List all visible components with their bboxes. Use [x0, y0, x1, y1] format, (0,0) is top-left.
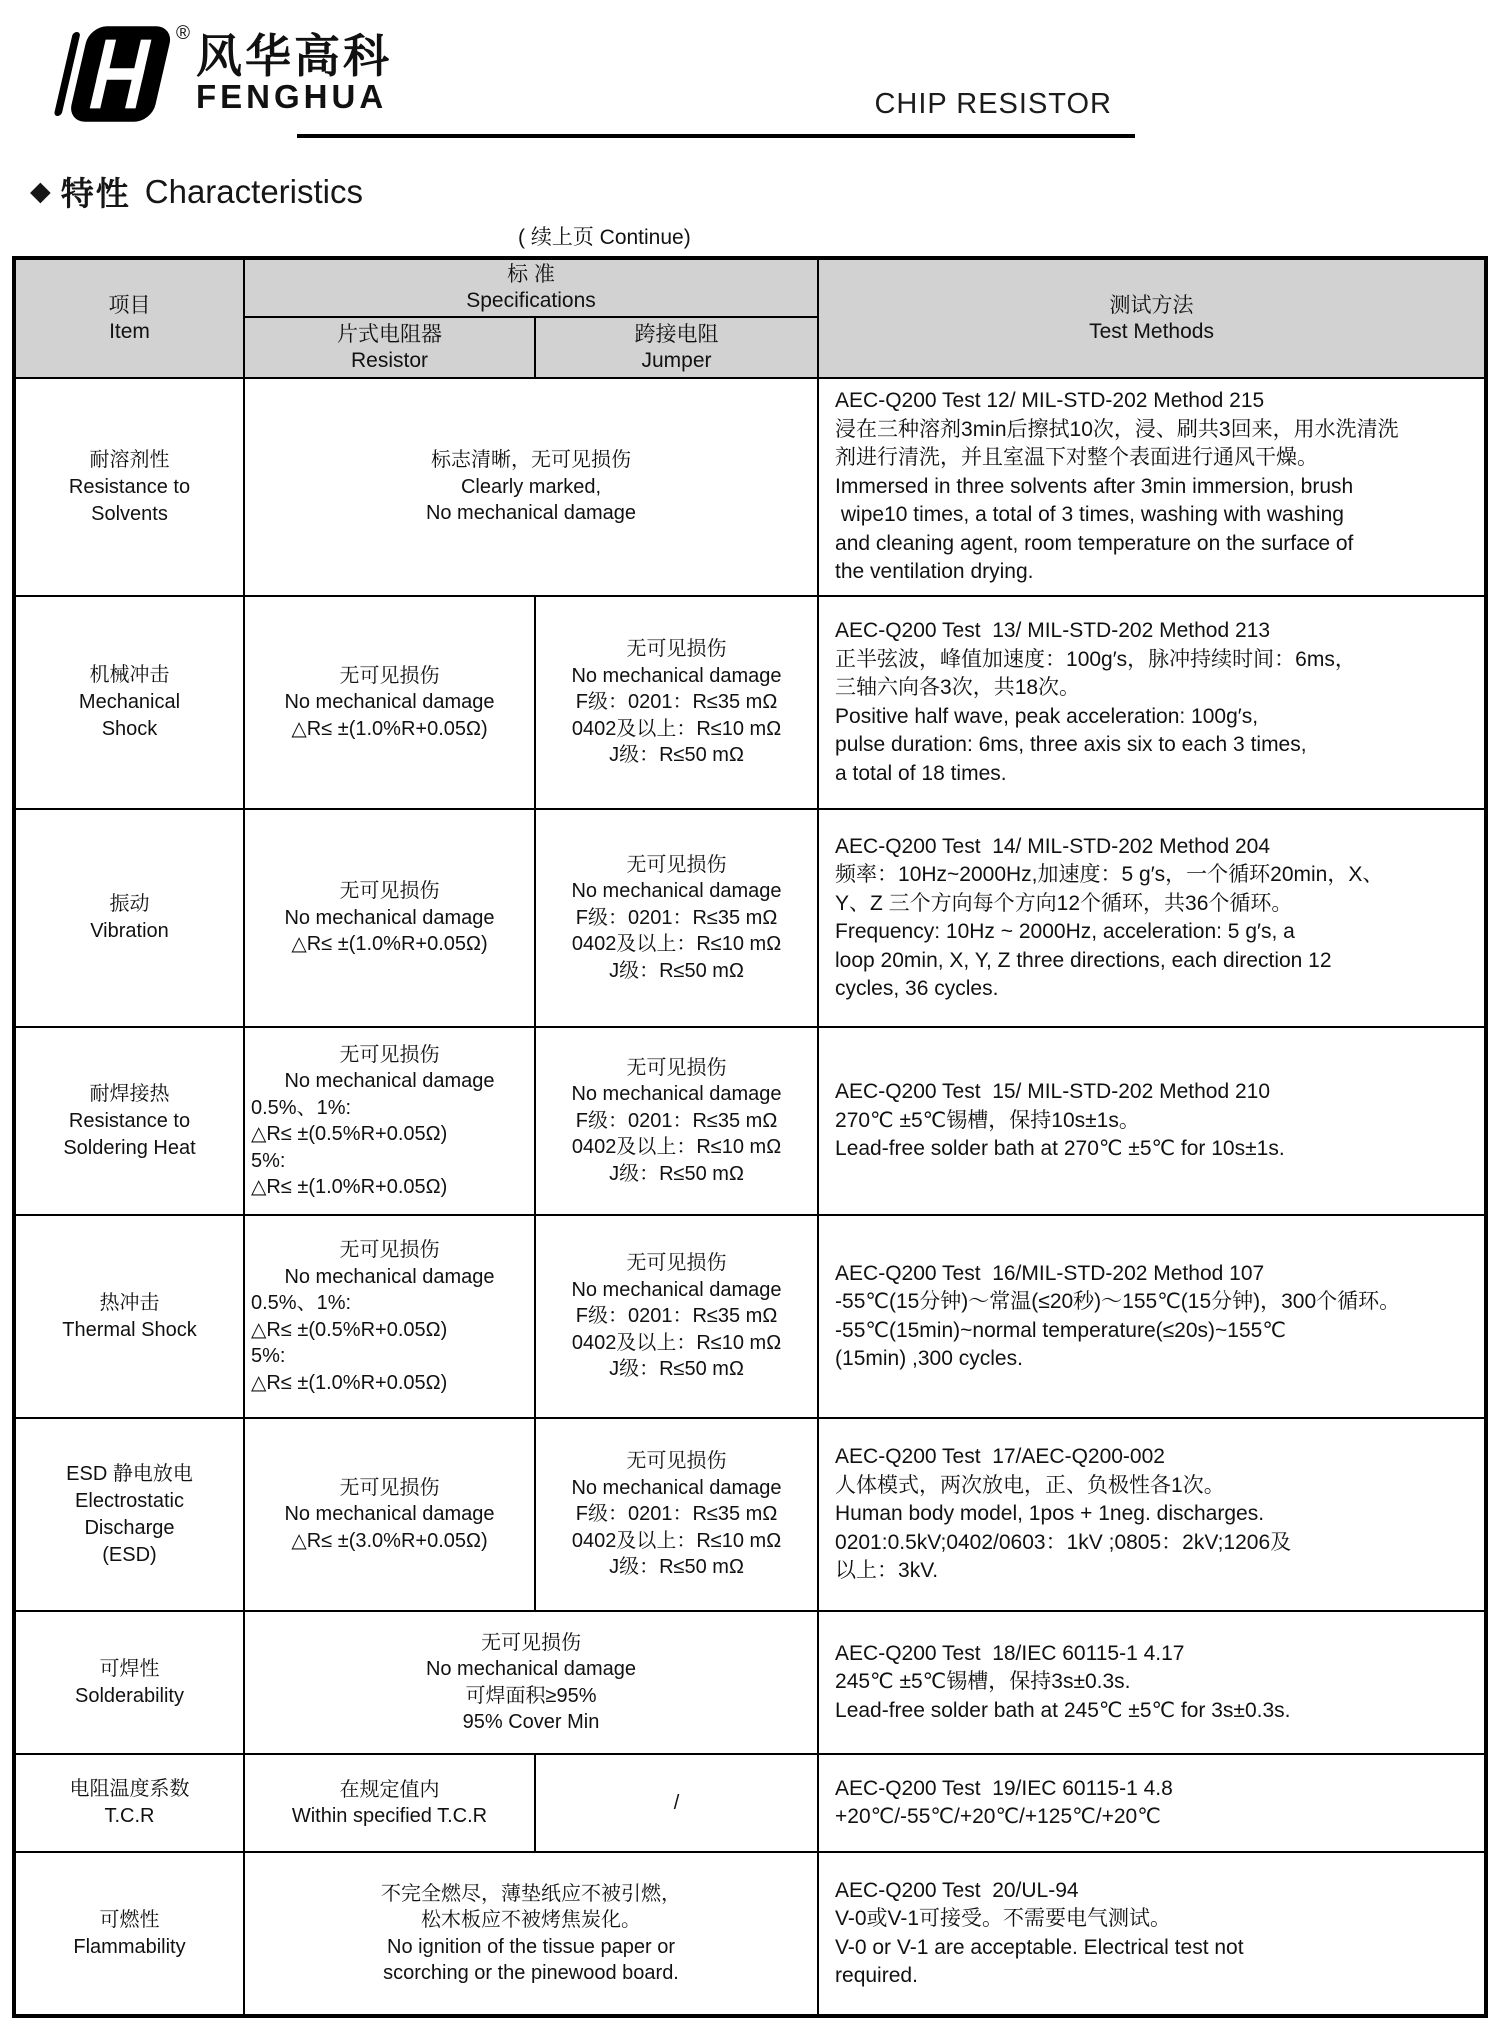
text-line: AEC-Q200 Test 15/ MIL-STD-202 Method 210 [835, 1080, 1271, 1104]
text-line: 耐焊接热 [89, 1082, 170, 1105]
text-line: 0402及以上：R≤10 mΩ [571, 1331, 782, 1354]
item-cell-soldering-heat [14, 1027, 244, 1215]
section-title [30, 168, 1496, 215]
text-line: Electrostatic [75, 1489, 184, 1512]
jumper-spec-cell-soldering-heat [535, 1027, 818, 1215]
page-header [0, 0, 1496, 152]
text-line: V-0或V-1可接受。不需要电气测试。 [835, 1907, 1172, 1930]
item-cell-thermal-shock [14, 1215, 244, 1418]
text-line: AEC-Q200 Test 17/AEC-Q200-002 [835, 1445, 1165, 1469]
text-line: Mechanical [78, 691, 181, 713]
text-line: No mechanical damage [571, 1083, 782, 1106]
text-line: wipe10 times, a total of 3 times, washing with washing [835, 503, 1344, 527]
text-line: Resistance to [68, 475, 191, 498]
text-line: Lead-free solder bath at 270℃ ±5℃ for 10s±1s. [835, 1137, 1285, 1161]
text-line: No mechanical damage [425, 502, 637, 525]
text-line: Frequency: 10Hz ~ 2000Hz, acceleration: 5 g′s, a [835, 920, 1295, 943]
text-line: 不完全燃尽，薄垫纸应不被引燃， [381, 1882, 681, 1905]
text-line: 可焊性 [99, 1657, 160, 1680]
text-line: AEC-Q200 Test 20/UL-94 [835, 1878, 1079, 1902]
diamond-icon: ◆ [30, 176, 51, 206]
text-line: 无可见损伤 [626, 1056, 727, 1079]
text-line: J级：R≤50 mΩ [609, 744, 744, 767]
test-methods-cell-vibration [818, 809, 1486, 1027]
column-header-jumper [535, 317, 818, 378]
item-cell-tcr [14, 1754, 244, 1852]
text-line: J级：R≤50 mΩ [609, 1162, 744, 1185]
text-line: V-0 or V-1 are acceptable. Electrical test not [835, 1935, 1244, 1959]
text-line: 跨接电阻 [634, 322, 719, 346]
test-methods-cell-flammability [818, 1852, 1486, 2016]
test-methods-cell-solderability [818, 1611, 1486, 1754]
text-line: 无可见损伤 [339, 1043, 440, 1066]
column-header-resistor [244, 317, 535, 378]
table-header [14, 258, 1486, 378]
text-line: a total of 18 times. [835, 761, 1007, 785]
text-line: No mechanical damage [571, 1278, 782, 1301]
text-line: 振动 [109, 893, 150, 915]
text-line: Item [109, 319, 150, 343]
text-line: and cleaning agent, room temperature on the surface of [835, 531, 1354, 555]
text-line: 无可见损伤 [626, 853, 727, 876]
resistor-spec-cell-vibration [244, 809, 535, 1027]
text-line: No ignition of the tissue paper or [387, 1935, 675, 1958]
table-row-esd [14, 1418, 1486, 1611]
item-cell-vibration [14, 809, 244, 1027]
text-line: No mechanical damage [284, 691, 495, 714]
text-line: Clearly marked, [460, 475, 602, 498]
text-line: 项目 [108, 293, 151, 317]
page-title: CHIP RESISTOR [874, 88, 1112, 120]
text-line: AEC-Q200 Test 13/ MIL-STD-202 Method 213 [835, 619, 1271, 642]
text-line: required. [835, 1964, 918, 1987]
text-line: 0201:0.5kV;0402/0603：1kV ;0805：2kV;1206及 [835, 1530, 1292, 1554]
resistor-spec-cell-soldering-heat [244, 1027, 535, 1215]
text-line: Lead-free solder bath at 245℃ ±5℃ for 3s±0.3s. [835, 1698, 1291, 1722]
brand-name [196, 32, 392, 115]
text-line: the ventilation drying. [835, 560, 1034, 584]
text-line: 无可见损伤 [481, 1631, 581, 1654]
text-line: F级：0201：R≤35 mΩ [575, 906, 778, 929]
text-line: △R≤ ±(1.0%R+0.05Ω) [251, 1176, 448, 1198]
registered-mark: ® [176, 23, 190, 44]
text-line: Vibration [90, 920, 169, 942]
item-cell-esd [14, 1418, 244, 1611]
text-line: 5%: [251, 1345, 286, 1367]
text-line: 0.5%、1%: [251, 1292, 352, 1314]
jumper-spec-cell-vibration [535, 809, 818, 1027]
text-line: 0402及以上：R≤10 mΩ [571, 933, 782, 956]
item-cell-flammability [14, 1852, 244, 2016]
item-cell-solvents [14, 378, 244, 596]
brand-name-en: FENGHUA [196, 78, 388, 116]
table-body [14, 378, 1486, 2016]
characteristics-table [12, 256, 1488, 2018]
merged-spec-cell-solvents [244, 378, 818, 596]
text-line: 正半弦波，峰值加速度：100g′s，脉冲持续时间：6ms， [835, 647, 1356, 671]
text-line: 无可见损伤 [626, 1450, 727, 1473]
text-line: AEC-Q200 Test 19/IEC 60115-1 4.8 [835, 1776, 1173, 1800]
text-line: 95% Cover Min [462, 1711, 600, 1733]
text-line: scorching or the pinewood board. [383, 1962, 679, 1984]
text-line: 无可见损伤 [339, 880, 440, 903]
text-line: AEC-Q200 Test 18/IEC 60115-1 4.17 [835, 1641, 1185, 1665]
text-line: Test Methods [1089, 319, 1214, 343]
text-line: +20℃/-55℃/+20℃/+125℃/+20℃ [835, 1805, 1161, 1828]
text-line: AEC-Q200 Test 16/MIL-STD-202 Method 107 [835, 1261, 1265, 1285]
text-line: / [673, 1791, 680, 1814]
text-line: 标 准 [507, 263, 555, 286]
text-line: 270℃ ±5℃锡槽，保持10s±1s。 [835, 1108, 1140, 1132]
text-line: 热冲击 [99, 1291, 160, 1314]
table-row-solderability [14, 1611, 1486, 1754]
table-row-thermal-shock [14, 1215, 1486, 1418]
text-line: (ESD) [102, 1543, 157, 1566]
text-line: 三轴六向各3次，共18次。 [835, 676, 1081, 699]
text-line: loop 20min, X, Y, Z three directions, each direction 12 [835, 948, 1332, 972]
text-line: -55℃(15分钟)～常温(≤20秒)～155℃(15分钟)，300个循环。 [835, 1290, 1401, 1313]
item-cell-mechanical-shock [14, 596, 244, 809]
text-line: △R≤ ±(1.0%R+0.05Ω) [291, 717, 488, 740]
fenghua-logo-icon [50, 22, 174, 126]
text-line: 机械冲击 [89, 664, 170, 686]
text-line: 无可见损伤 [339, 1476, 440, 1499]
text-line: Shock [101, 718, 158, 740]
text-line: 以上：3kV. [835, 1559, 939, 1583]
text-line: Immersed in three solvents after 3min immersion, brush [835, 474, 1354, 498]
text-line: Resistance to [68, 1109, 191, 1132]
text-line: 频率：10Hz~2000Hz,加速度：5 g′s，一个循环20min，X、 [835, 863, 1384, 886]
text-line: △R≤ ±(3.0%R+0.05Ω) [291, 1529, 488, 1552]
table-row-mechanical-shock [14, 596, 1486, 809]
text-line: AEC-Q200 Test 12/ MIL-STD-202 Method 215 [835, 389, 1265, 413]
text-line: No mechanical damage [571, 664, 782, 687]
text-line: Flammability [73, 1935, 186, 1958]
header-divider [297, 134, 1135, 138]
jumper-spec-cell-mechanical-shock [535, 596, 818, 809]
table-row-flammability [14, 1852, 1486, 2016]
text-line: Jumper [641, 348, 712, 372]
text-line: 无可见损伤 [339, 1239, 440, 1261]
text-line: 标志清晰，无可见损伤 [431, 449, 631, 472]
text-line: 0402及以上：R≤10 mΩ [571, 717, 782, 740]
text-line: 可燃性 [99, 1908, 160, 1931]
section-title-en: Characteristics [144, 172, 363, 210]
text-line: Y、Z 三个方向每个方向12个循环，共36个循环。 [835, 891, 1293, 915]
jumper-spec-cell-tcr [535, 1754, 818, 1852]
text-line: No mechanical damage [284, 1070, 495, 1092]
text-line: Positive half wave, peak acceleration: 100g′s, [835, 704, 1259, 728]
item-cell-solderability [14, 1611, 244, 1754]
text-line: No mechanical damage [571, 1476, 782, 1499]
text-line: No mechanical damage [284, 906, 495, 929]
jumper-spec-cell-thermal-shock [535, 1215, 818, 1418]
table-row-vibration [14, 809, 1486, 1027]
text-line: 无可见损伤 [339, 664, 440, 687]
test-methods-cell-soldering-heat [818, 1027, 1486, 1215]
test-methods-cell-esd [818, 1418, 1486, 1611]
text-line: 0402及以上：R≤10 mΩ [571, 1136, 782, 1159]
text-line: Thermal Shock [62, 1318, 197, 1341]
text-line: Solderability [75, 1684, 184, 1707]
text-line: Discharge [84, 1516, 175, 1539]
text-line: No mechanical damage [571, 880, 782, 903]
resistor-spec-cell-esd [244, 1418, 535, 1611]
text-line: 0402及以上：R≤10 mΩ [571, 1529, 782, 1552]
test-methods-cell-mechanical-shock [818, 596, 1486, 809]
text-line: 可焊面积≥95% [465, 1684, 597, 1707]
text-line: No mechanical damage [284, 1503, 495, 1526]
text-line: 245℃ ±5℃锡槽，保持3s±0.3s. [835, 1670, 1131, 1694]
text-line: T.C.R [104, 1805, 155, 1827]
resistor-spec-cell-tcr [244, 1754, 535, 1852]
test-methods-cell-tcr [818, 1754, 1486, 1852]
text-line: 电阻温度系数 [69, 1778, 190, 1800]
section-title-cn: 特性 [60, 175, 131, 212]
column-header-item [14, 258, 244, 378]
text-line: 浸在三种溶剂3min后擦拭10次，浸、刷共3回来，用水洗清洗 [835, 417, 1399, 441]
text-line: △R≤ ±(0.5%R+0.05Ω) [251, 1123, 448, 1145]
text-line: 松木板应不被烤焦炭化。 [421, 1909, 641, 1931]
text-line: J级：R≤50 mΩ [609, 1556, 744, 1579]
text-line: J级：R≤50 mΩ [609, 959, 744, 982]
text-line: 片式电阻器 [337, 322, 442, 346]
header-row-top [14, 258, 1486, 317]
table-row-tcr [14, 1754, 1486, 1852]
text-line: 剂进行清洗，并且室温下对整个表面进行通风干燥。 [835, 446, 1319, 470]
text-line: F级：0201：R≤35 mΩ [575, 1305, 778, 1328]
text-line: (15min) ,300 cycles. [835, 1347, 1023, 1370]
continue-note: ( 续上页 Continue) [518, 226, 691, 249]
text-line: pulse duration: 6ms, three axis six to each 3 times, [835, 733, 1307, 756]
text-line: Human body model, 1pos + 1neg. discharges. [835, 1502, 1265, 1526]
text-line: 在规定值内 [339, 1778, 440, 1801]
merged-spec-cell-flammability [244, 1852, 818, 2016]
text-line: 无可见损伤 [626, 638, 727, 661]
table-row-solvents [14, 378, 1486, 596]
merged-spec-cell-solderability [244, 1611, 818, 1754]
text-line: F级：0201：R≤35 mΩ [575, 691, 778, 714]
column-header-specifications [244, 258, 818, 317]
column-header-test-methods [818, 258, 1486, 378]
table-row-soldering-heat [14, 1027, 1486, 1215]
jumper-spec-cell-esd [535, 1418, 818, 1611]
text-line: 测试方法 [1109, 293, 1194, 317]
text-line: -55℃(15min)~normal temperature(≤20s)~155℃ [835, 1318, 1286, 1342]
text-line: 耐溶剂性 [89, 448, 170, 471]
text-line: J级：R≤50 mΩ [609, 1358, 744, 1381]
text-line: 人体模式，两次放电，正、负极性各1次。 [835, 1473, 1225, 1497]
text-line: Soldering Heat [63, 1136, 196, 1159]
text-line: No mechanical damage [425, 1658, 637, 1680]
text-line: ESD 静电放电 [66, 1462, 193, 1485]
text-line: △R≤ ±(1.0%R+0.05Ω) [251, 1371, 448, 1394]
text-line: F级：0201：R≤35 mΩ [575, 1109, 778, 1132]
resistor-spec-cell-mechanical-shock [244, 596, 535, 809]
resistor-spec-cell-thermal-shock [244, 1215, 535, 1418]
text-line: cycles, 36 cycles. [835, 977, 999, 1000]
text-line: △R≤ ±(0.5%R+0.05Ω) [251, 1318, 448, 1341]
text-line: No mechanical damage [284, 1265, 495, 1288]
text-line: Solvents [91, 502, 168, 525]
test-methods-cell-solvents [818, 378, 1486, 596]
text-line: 5%: [251, 1149, 286, 1172]
text-line: 0.5%、1%: [251, 1096, 352, 1119]
text-line: △R≤ ±(1.0%R+0.05Ω) [291, 933, 488, 956]
brand-name-cn: 风华高科 [196, 30, 392, 82]
text-line: Specifications [466, 289, 596, 312]
text-line: Resistor [350, 348, 429, 372]
text-line: 无可见损伤 [626, 1252, 727, 1275]
test-methods-cell-thermal-shock [818, 1215, 1486, 1418]
text-line: AEC-Q200 Test 14/ MIL-STD-202 Method 204 [835, 834, 1271, 858]
text-line: Within specified T.C.R [291, 1805, 488, 1827]
text-line: F级：0201：R≤35 mΩ [575, 1503, 778, 1526]
fenghua-logo [50, 22, 392, 126]
